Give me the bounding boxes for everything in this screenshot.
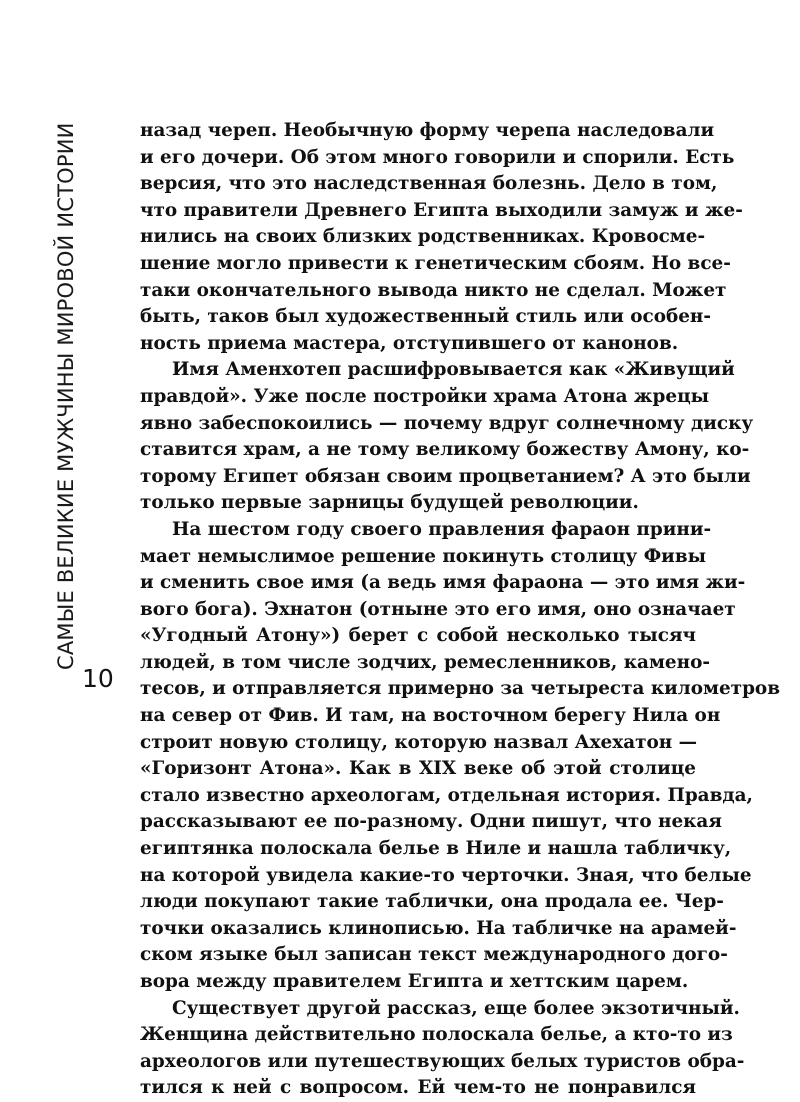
- text-line: стало известно археологам, отдельная история. Правда,: [140, 784, 753, 806]
- text-line: торому Египет обязан своим процветанием? А это были: [140, 465, 751, 487]
- text-line: тесов, и отправляется примерно за четыреста километров: [140, 678, 780, 700]
- text-line: явно забеспокоились — почему вдруг солнечному диску: [140, 412, 754, 434]
- text-line: «Угодный Атону») берет с собой несколько тысяч: [140, 625, 696, 647]
- text-line: ставится храм, а не тому великому божеству Амону, ко-: [140, 439, 750, 461]
- text-line: назад череп. Необычную форму черепа наследовали: [140, 120, 715, 141]
- text-line: таки окончательного вывода никто не сделал. Может: [140, 279, 727, 301]
- text-line: вого бога). Эхнатон (отныне это его имя, оно означает: [140, 598, 736, 620]
- text-line: только первые зарницы будущей революции.: [140, 492, 639, 514]
- text-line: быть, таков был художественный стиль или особен-: [140, 306, 712, 328]
- text-line: что правители Древнего Египта выходили замуж и же-: [140, 199, 743, 221]
- text-line: строит новую столицу, которую назвал Ахехатон —: [140, 731, 698, 753]
- text-line: ность приема мастера, отступившего от канонов.: [140, 332, 679, 354]
- text-line: «Горизонт Атона». Как в XIX веке об этой столице: [140, 758, 696, 780]
- running-head: САМЫЕ ВЕЛИКИЕ МУЖЧИНЫ МИРОВОЙ ИСТОРИИ: [54, 122, 78, 670]
- text-line: версия, что это наследственная болезнь. Дело в том,: [140, 173, 718, 195]
- page-number: 10: [82, 664, 114, 693]
- text-line: и его дочери. Об этом много говорили и спорили. Есть: [140, 146, 735, 168]
- text-line: рассказывают ее по-разному. Одни пишут, что некая: [140, 811, 722, 833]
- text-line: Имя Аменхотеп расшифровывается как «Живущий: [172, 359, 735, 381]
- text-line: ском языке был записан текст международного дого-: [140, 944, 728, 966]
- text-line: на которой увидела какие-то черточки. Зная, что белые: [140, 864, 752, 886]
- text-line: На шестом году своего правления фараон прини-: [172, 518, 712, 540]
- text-line: тился к ней с вопросом. Ей чем-то не понравился: [140, 1077, 696, 1099]
- text-line: на север от Фив. И там, на восточном берегу Нила он: [140, 705, 721, 727]
- text-line: вора между правителем Египта и хеттским царем.: [140, 971, 689, 992]
- text-line: египтянка полоскала белье в Ниле и нашла табличку,: [140, 838, 732, 860]
- text-line: люди покупают такие таблички, она продала ее. Чер-: [140, 891, 724, 913]
- text-line: Существует другой рассказ, еще более экзотичный.: [172, 997, 740, 1019]
- text-line: археологов или путешествующих белых туристов обра-: [140, 1050, 745, 1072]
- text-line: шение могло привести к генетическим сбоям. Но все-: [140, 252, 731, 274]
- text-line: Женщина действительно полоскала белье, а кто-то из: [140, 1024, 733, 1046]
- text-line: правдой». Уже после постройки храма Атона жрецы: [140, 385, 710, 407]
- text-line: людей, в том числе зодчих, ремесленников, камено-: [140, 651, 710, 673]
- text-line: нились на своих близких родственниках. Кровосме-: [140, 226, 706, 248]
- text-line: точки оказались клинописью. На табличке на арамей-: [140, 917, 737, 939]
- text-line: мает немыслимое решение покинуть столицу Фивы: [140, 545, 707, 567]
- text-line: и сменить свое имя (а ведь имя фараона — это имя жи-: [140, 572, 746, 594]
- body-text: [140, 118, 780, 1102]
